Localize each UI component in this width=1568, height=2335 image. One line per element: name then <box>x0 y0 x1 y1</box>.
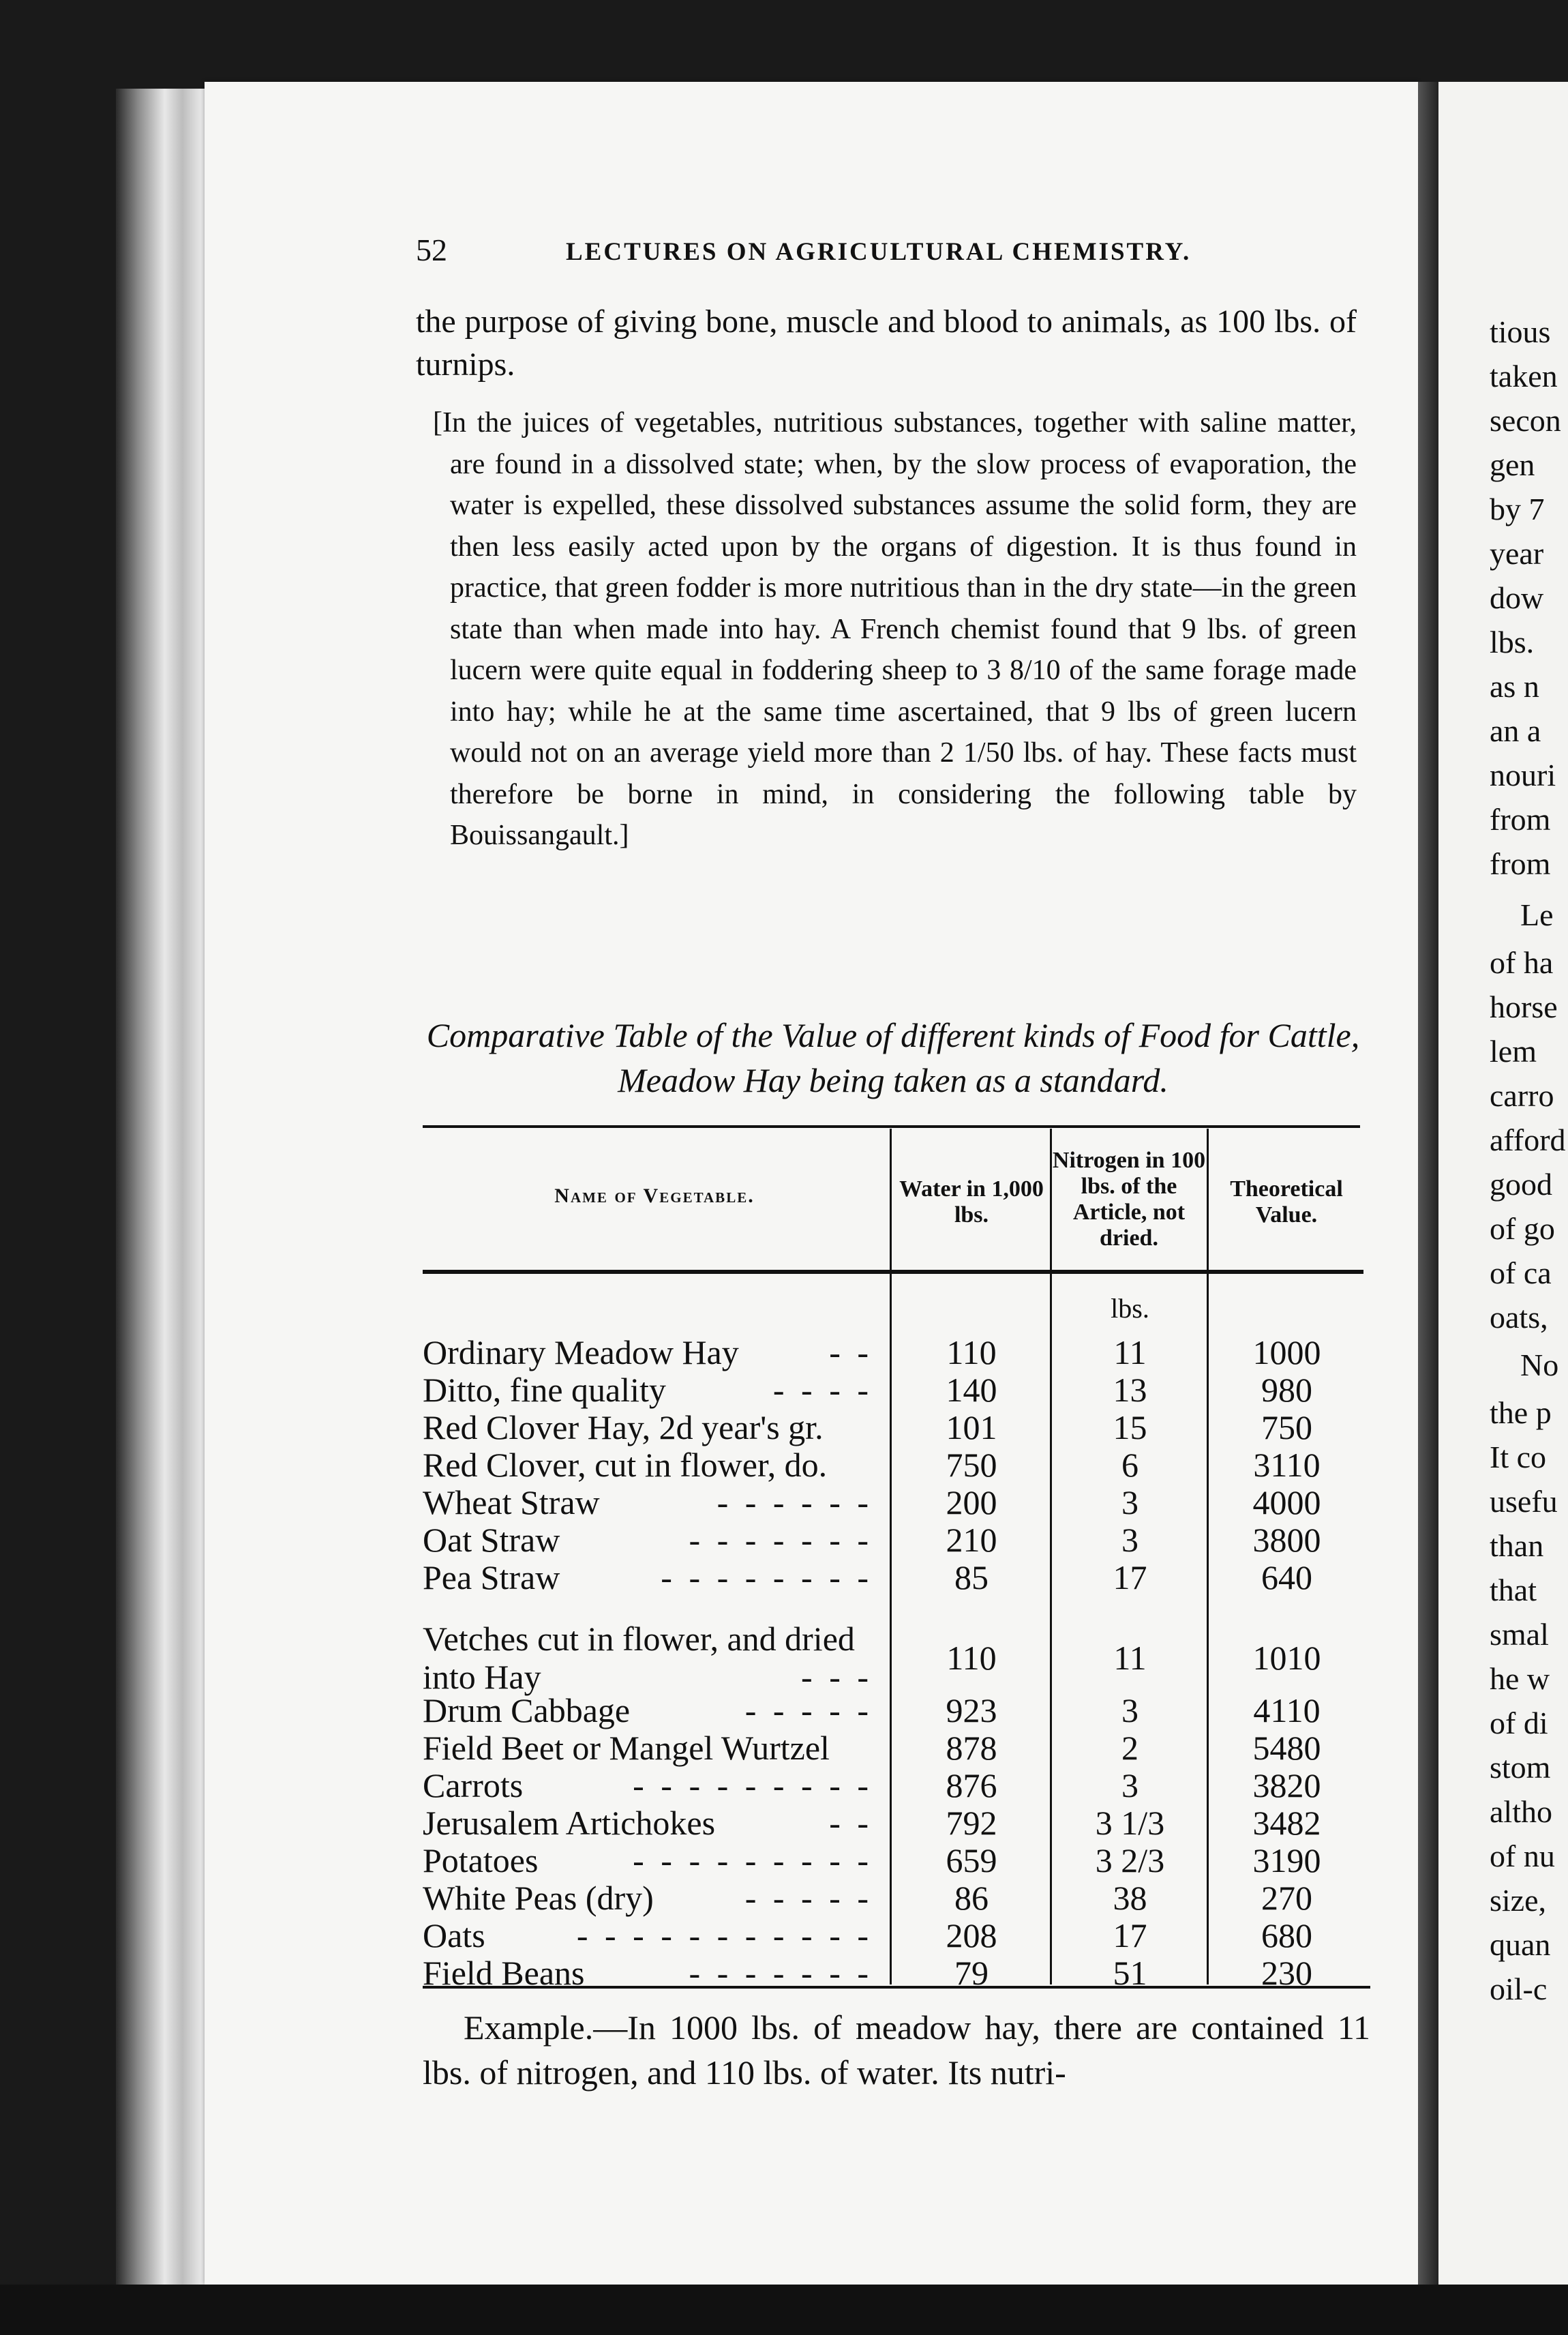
facing-page-line: dow <box>1490 580 1544 615</box>
facing-page-line: secon <box>1490 403 1561 438</box>
continuation-paragraph: the purpose of giving bone, muscle and blood to animals, as 100 lbs. of turnips. <box>416 303 1357 383</box>
bracketed-note: [In the juices of vegetables, nutritious substances, together with saline matter, are found in a dissolved state; when, by the slow process of evaporation, the water is expelled, these dissolved substances assume the solid form, they are then less easily acted upon by the organs of digestion. It is thus found in practice, that green fodder is more nutritious than in the dry state—in the green state than when made into hay. A French chemist found that 9 lbs. of green lucern were quite equal in foddering sheep to 3 8/10 of the same forage made into hay; while he at the same time ascertained, that 9 lbs of green lucern would not on an average yield more than 2 1/50 lbs. of hay. These facts must therefore be borne in mind, in considering the following table by Bouissangault.] <box>433 407 1357 851</box>
row-name: Field Beans <box>423 1954 585 1992</box>
row-name: Field Beet or Mangel Wurtzel <box>423 1729 830 1767</box>
cell-water: 659 <box>946 1841 997 1879</box>
cell-water: 876 <box>946 1766 997 1804</box>
cell-value: 3482 <box>1252 1804 1321 1842</box>
facing-page-line: gen <box>1490 447 1535 482</box>
row-name: Jerusalem Artichokes <box>423 1804 716 1842</box>
cell-value: 4000 <box>1252 1483 1321 1521</box>
table-row <box>423 1916 1363 1954</box>
facing-page-line: from <box>1490 846 1551 881</box>
cell-value: 680 <box>1261 1916 1312 1954</box>
facing-page-line: afford <box>1490 1122 1566 1157</box>
facing-page-line: as n <box>1490 669 1539 704</box>
cell-value: 3190 <box>1252 1841 1321 1879</box>
table-row <box>423 1446 1363 1484</box>
cell-nitrogen: 3 1/3 <box>1095 1804 1165 1842</box>
scan-border <box>0 2285 1568 2335</box>
facing-page-line: of ha <box>1490 945 1554 980</box>
facing-page-line: of ca <box>1490 1255 1552 1290</box>
header-bottom-rule <box>423 1270 1363 1274</box>
cell-water: 792 <box>946 1804 997 1842</box>
page-gutter <box>1418 82 1438 2285</box>
table-row <box>423 1333 1363 1371</box>
table-row <box>423 1371 1363 1409</box>
cell-nitrogen: 38 <box>1113 1879 1147 1917</box>
facing-page-line: stom <box>1490 1750 1551 1785</box>
row-leader: - - - - - - - - - - - <box>576 1916 873 1954</box>
cell-water: 101 <box>946 1408 997 1446</box>
facing-page-line: from <box>1490 802 1551 837</box>
row-leader: - - - - <box>772 1371 873 1409</box>
facing-page-line: by 7 <box>1490 492 1545 526</box>
row-leader: - - - - - <box>744 1879 873 1917</box>
table-row <box>423 1558 1363 1596</box>
row-leader: - - - - - <box>744 1691 873 1729</box>
row-name: Drum Cabbage <box>423 1691 631 1729</box>
facing-page-line: oil-c <box>1490 1972 1548 2006</box>
facing-page-line: It co <box>1490 1440 1547 1474</box>
cell-value: 3110 <box>1253 1446 1321 1484</box>
row-name: Red Clover Hay, 2d year's gr. <box>423 1408 824 1446</box>
cell-value: 3820 <box>1252 1766 1321 1804</box>
table-caption: Comparative Table of the Value of different kinds of Food for Cattle, Meadow Hay being taken as a standard. <box>426 1016 1360 1099</box>
facing-page-line: that <box>1490 1573 1537 1607</box>
cell-value: 1000 <box>1252 1333 1321 1371</box>
row-name: Ordinary Meadow Hay <box>423 1333 739 1371</box>
facing-page-line: tious <box>1490 314 1551 349</box>
cell-water: 86 <box>954 1879 989 1917</box>
nitrogen-unit: lbs. <box>1111 1293 1149 1324</box>
row-leader: - - <box>829 1333 873 1371</box>
row-name: Wheat Straw <box>423 1483 600 1521</box>
cell-value: 5480 <box>1252 1729 1321 1767</box>
cell-nitrogen: 3 <box>1121 1483 1139 1521</box>
facing-page-line: lbs. <box>1490 625 1535 659</box>
facing-page-line: nouri <box>1490 758 1556 792</box>
page-number: 52 <box>416 233 447 267</box>
cell-value: 640 <box>1261 1558 1312 1596</box>
facing-page-line: of nu <box>1490 1839 1555 1873</box>
cell-water: 110 <box>946 1333 997 1371</box>
table-row <box>423 1879 1363 1917</box>
cell-nitrogen: 3 <box>1121 1766 1139 1804</box>
row-leader: - - - - - - - - <box>661 1558 873 1596</box>
row-name: Carrots <box>423 1766 524 1804</box>
facing-page-line: the p <box>1490 1395 1552 1430</box>
facing-page-line: smal <box>1490 1617 1549 1652</box>
facing-page-line: size, <box>1490 1883 1547 1918</box>
table-row <box>423 1408 1363 1446</box>
table-row <box>423 1521 1363 1559</box>
table-row <box>423 1483 1363 1521</box>
facing-page-line: horse <box>1490 990 1558 1024</box>
cell-nitrogen: 13 <box>1113 1371 1147 1409</box>
facing-page-fragment <box>1438 82 1568 2285</box>
cell-water: 878 <box>946 1729 997 1767</box>
facing-page-line: than <box>1490 1528 1544 1563</box>
facing-page-line: quan <box>1490 1927 1551 1962</box>
cell-value: 980 <box>1261 1371 1312 1409</box>
table-row <box>423 1954 1363 1992</box>
running-title: LECTURES ON AGRICULTURAL CHEMISTRY. <box>566 238 1192 266</box>
column-header-nitrogen: Nitrogen in 100 lbs. of the Article, not dried. <box>1052 1148 1206 1251</box>
example-paragraph: Example.—In 1000 lbs. of meadow hay, there are contained 11 lbs. of nitrogen, and 110 lbs. of water. Its nutri- <box>423 2008 1370 2092</box>
cell-water: 140 <box>946 1371 997 1409</box>
facing-page-line: altho <box>1490 1794 1552 1829</box>
cell-nitrogen: 3 2/3 <box>1095 1841 1165 1879</box>
row-leader: - - - - - - - <box>689 1521 873 1559</box>
cell-water: 79 <box>954 1954 989 1992</box>
column-header-water: Water in 1,000 lbs. <box>899 1176 1044 1228</box>
table-row <box>423 1691 1363 1729</box>
cell-nitrogen: 11 <box>1113 1333 1147 1371</box>
row-name: Ditto, fine quality <box>423 1371 666 1409</box>
cell-value: 750 <box>1261 1408 1312 1446</box>
cell-water: 750 <box>946 1446 997 1484</box>
row-leader: - - <box>829 1804 873 1842</box>
row-leader: - - - - - - - - - <box>633 1766 873 1804</box>
row-name: Potatoes <box>423 1841 539 1879</box>
column-header-name: Name of Vegetable. <box>554 1185 755 1207</box>
facing-page-line: year <box>1490 536 1544 571</box>
table-row <box>423 1766 1363 1804</box>
cell-value: 3800 <box>1252 1521 1321 1559</box>
column-header-value: Theoretical Value. <box>1230 1176 1343 1228</box>
row-name: Vetches cut in flower, and dried into Hay <box>423 1620 855 1696</box>
cell-nitrogen: 51 <box>1113 1954 1147 1992</box>
table-top-rule <box>423 1125 1360 1128</box>
table-row <box>423 1729 1363 1767</box>
cell-value: 1010 <box>1252 1639 1321 1677</box>
cell-nitrogen: 15 <box>1113 1408 1147 1446</box>
cell-water: 85 <box>954 1558 989 1596</box>
cell-water: 110 <box>946 1639 997 1677</box>
table-row <box>423 1841 1363 1879</box>
row-name: Oat Straw <box>423 1521 560 1559</box>
cell-nitrogen: 17 <box>1113 1558 1147 1596</box>
cell-value: 4110 <box>1253 1691 1321 1729</box>
cell-nitrogen: 3 <box>1121 1691 1139 1729</box>
facing-page-line: carro <box>1490 1078 1554 1113</box>
row-name: White Peas (dry) <box>423 1879 654 1917</box>
facing-page-line: an a <box>1490 713 1541 748</box>
facing-page-line: lem <box>1490 1034 1537 1069</box>
book-spine-edge <box>116 89 205 2285</box>
table-row <box>423 1620 1363 1696</box>
cell-value: 270 <box>1261 1879 1312 1917</box>
cell-water: 208 <box>946 1916 997 1954</box>
facing-page-line: taken <box>1490 359 1558 393</box>
cell-nitrogen: 2 <box>1121 1729 1139 1767</box>
row-leader: - - - - - - - <box>689 1954 873 1992</box>
page-header <box>416 232 1357 280</box>
facing-page-line: Le <box>1520 897 1554 932</box>
facing-page-line: of di <box>1490 1706 1548 1740</box>
row-leader: - - - - - - - - - <box>633 1841 873 1879</box>
cell-nitrogen: 3 <box>1121 1521 1139 1559</box>
facing-page-line: he w <box>1490 1661 1550 1696</box>
facing-page-line: No <box>1520 1348 1559 1382</box>
facing-page-line: good <box>1490 1167 1552 1202</box>
cell-nitrogen: 6 <box>1121 1446 1139 1484</box>
row-name: Oats <box>423 1916 485 1954</box>
row-leader: - - - <box>801 1658 873 1696</box>
cell-water: 200 <box>946 1483 997 1521</box>
cell-nitrogen: 11 <box>1113 1639 1147 1677</box>
table-row <box>423 1804 1363 1842</box>
row-name: Pea Straw <box>423 1558 560 1596</box>
facing-page-line: of go <box>1490 1211 1555 1246</box>
row-leader: - - - - - - <box>717 1483 873 1521</box>
cell-water: 210 <box>946 1521 997 1559</box>
row-name: Red Clover, cut in flower, do. <box>423 1446 828 1484</box>
facing-page-line: usefu <box>1490 1484 1558 1519</box>
cell-value: 230 <box>1261 1954 1312 1992</box>
facing-page-line: oats, <box>1490 1300 1548 1335</box>
cell-nitrogen: 17 <box>1113 1916 1147 1954</box>
cell-water: 923 <box>946 1691 997 1729</box>
